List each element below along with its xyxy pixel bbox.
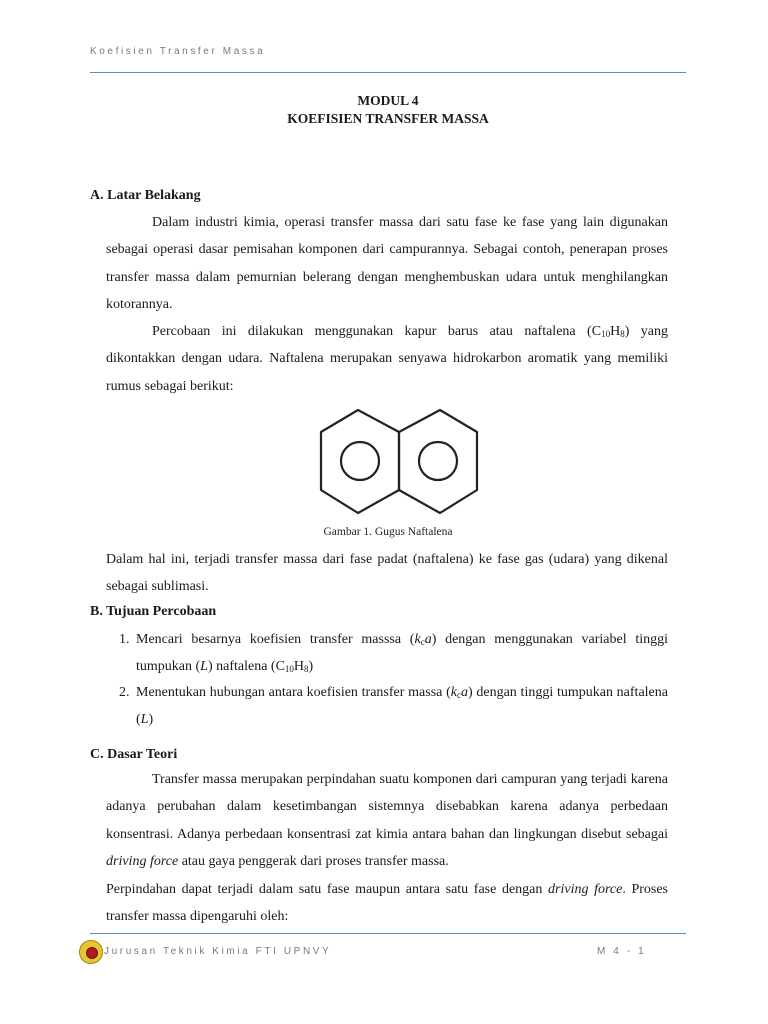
header-divider: [90, 72, 686, 73]
section-a-heading: A. Latar Belakang: [90, 188, 201, 203]
university-seal-icon: [79, 940, 103, 964]
benzene-ring-right: [399, 410, 477, 513]
figure-caption: Gambar 1. Gugus Naftalena: [323, 526, 453, 538]
section-c-paragraph-1: Transfer massa merupakan perpindahan suatu komponen dari campuran yang terjadi karena adanya perubahan dalam kesetimbangan sistemnya disebabkan karena adanya perbedaan konsentrasi. Adanya perbedaan konsentrasi zat kimia antara bahan dan lingkungan disebut sebagai driving force atau gaya penggerak dari proses transfer massa.: [106, 772, 668, 869]
section-a-paragraph-2: Percobaan ini dilakukan menggunakan kapur barus atau naftalena $(C_{10}H_8)$ yang dikontakkan dengan udara. Naftalena merupakan senyawa hidrokarbon aromatik yang memiliki rumus sebagai berikut:: [106, 324, 668, 394]
page-number: M 4 - 1: [597, 946, 647, 957]
section-c-heading: C. Dasar Teori: [90, 747, 178, 762]
naphthalene-structure-diagram: [316, 405, 482, 517]
running-header: Koefisien Transfer Massa: [90, 46, 266, 57]
section-a-paragraph-1: Dalam industri kimia, operasi transfer massa dari satu fase ke fase yang lain digunakan sebagai operasi dasar pemisahan komponen dari campurannya. Sebagai contoh, penerapan proses transfer massa dalam pemurnian belerang dengan menghembuskan udara untuk menghilangkan kotorannya.: [106, 215, 668, 312]
footer-divider: [90, 933, 686, 934]
benzene-ring-left: [321, 410, 399, 513]
module-title: KOEFISIEN TRANSFER MASSA: [287, 111, 489, 126]
module-number: MODUL 4: [357, 93, 419, 108]
aromatic-circle-right: [419, 442, 457, 480]
section-b-heading: B. Tujuan Percobaan: [90, 604, 217, 619]
aromatic-circle-left: [341, 442, 379, 480]
section-c-paragraph-2: Perpindahan dapat terjadi dalam satu fase maupun antara satu fase dengan driving force. Proses transfer massa dipengaruhi oleh:: [106, 882, 669, 925]
section-a-paragraph-3: Dalam hal ini, terjadi transfer massa dari fase padat (naftalena) ke fase gas (udara) yang dikenal sebagai sublimasi.: [106, 552, 668, 595]
footer-department: Jurusan Teknik Kimia FTI UPNVY: [104, 946, 332, 957]
